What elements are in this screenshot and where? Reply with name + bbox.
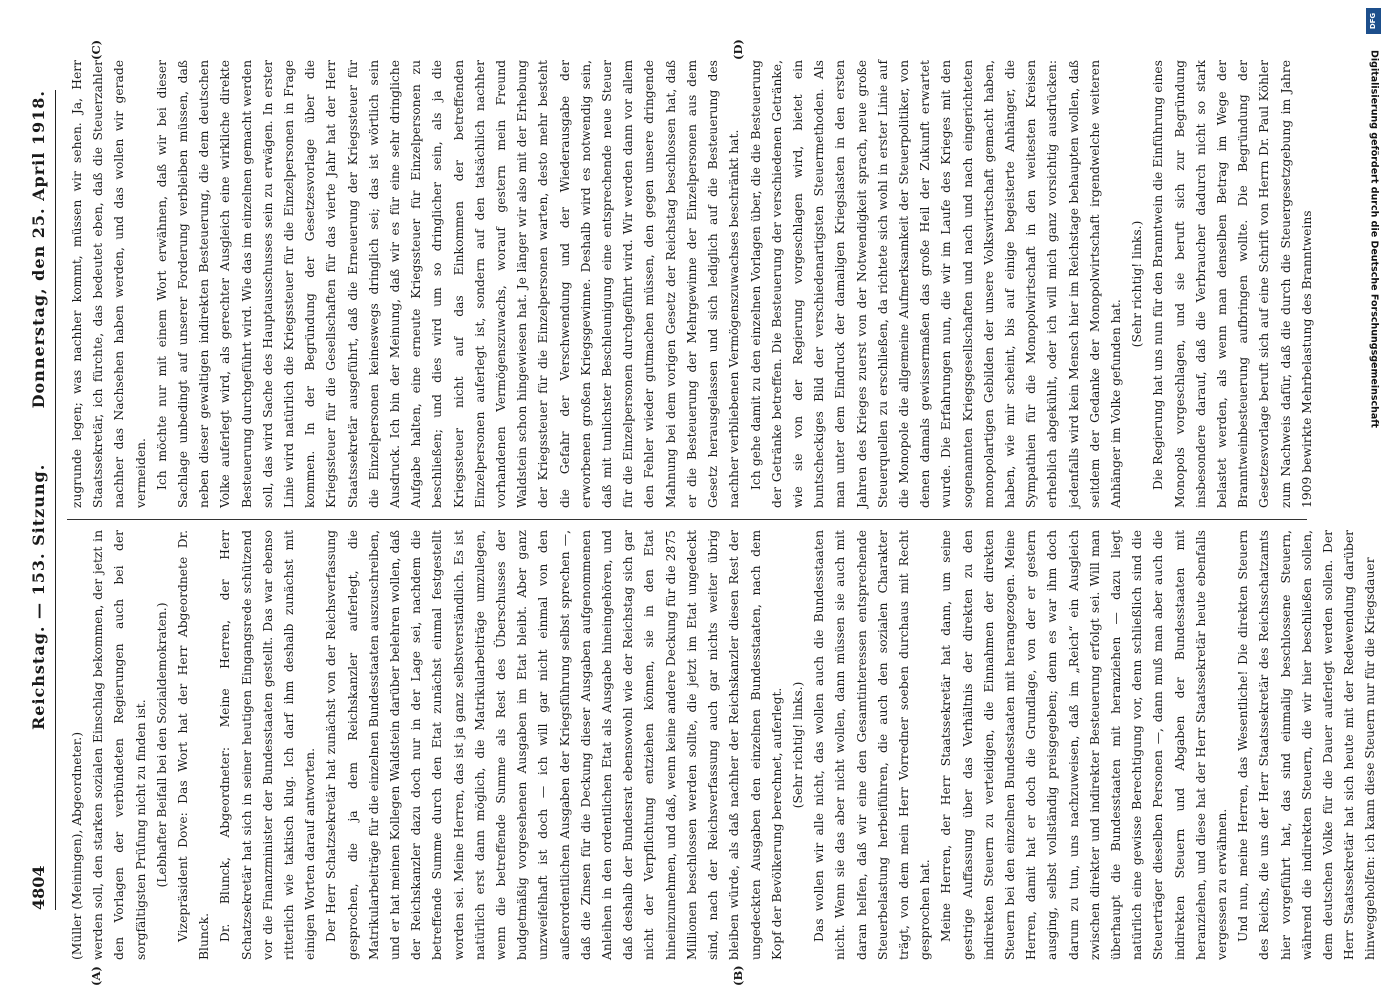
paragraph: (Sehr richtig! links.) (790, 681, 805, 809)
digitization-sidebar (1366, 6, 1382, 992)
paragraph: Und nun, meine Herren, das Wesentliche! Die direkten Steuern des Reichs, die uns der Herr Staatssekretär des Reichsschatzamts hier vorgeführt hat, das sind einmalig beschlossene Steuern, während die indirekten Steuern, die wir hier beschließen sollen, dem deutschen Volke für die Dauer auferlegt werden sollen. Der Herr Staatssekretär hat sich heute mit der Redewendung darüber hinweggeholfen: ich kann diese Steuern nur für die Kriegsdauer (1236, 530, 1378, 960)
session-title: Reichstag. — 153. Sitzung. (29, 463, 48, 730)
paragraph: Ich möchte nur mit einem Wort erwähnen, daß wir bei dieser Sachlage unbedingt auf unserer Forderung verbleiben müssen, daß neben dieser gewaltigen indirekten Besteuerung, die dem deutschen Volke auferlegt wird, als gerechter Ausgleich eine wirkliche direkte Besteuerung durchgeführt wird. Wie das im einzelnen gemacht werden soll, das wird Sache des Hauptausschusses sein zu erwägen. In erster Linie wird natürlich die Kriegssteuer für die Einzelpersonen in Frage kommen. In der Begründung der Gesetzesvorlage über die Kriegssteuer für die Gesellschaften für das vierte Jahr hat der Herr Staatssekretär ausgeführt, daß die Erneuerung der Kriegssteuer für die Einzelpersonen keineswegs dringlich sei; das ist wörtlich sein Ausdruck. Ich bin der Meinung, daß wir es für eine sehr dringliche Aufgabe halten, eine erneute Kriegssteuer für Einzelpersonen zu beschließen; und dies wird um so dringlicher sein, als ja die Kriegssteuer nicht auf das Einkommen der betreffenden Einzelpersonen auferlegt ist, sondern auf den tatsächlich nachher vorhandenen Vermögenszuwachs, worauf gestern mein Freund Waldstein schon hingewiesen hat. Je länger wir also mit der Erhebung der Kriegssteuer für die Einzelpersonen warten, desto mehr besteht die Gefahr der Verschwendung und der Wiederausgabe der erworbenen großen Kriegsgewinne. Deshalb wird es notwendig sein, daß mit tunlichster Beschleunigung eine entsprechende neue Steuer für die Einzelpersonen durchgeführt wird. Wir werden dann vor allem den Fehler wieder gutmachen müssen, den gegen unsere dringende Mahnung bei dem vorigen Gesetz der Reichstag beschlossen hat, daß er die Besteuerung der Mehrgewinne der Einzelpersonen aus dem Gesetz herausgelassen und sich lediglich auf die Besteuerung des nachher verbliebenen Vermögenszuwachses beschränkt hat. (154, 60, 742, 508)
left-column (67, 529, 1378, 960)
page-number: 4804 (29, 865, 48, 910)
paragraph: Vizepräsident Dove: Das Wort hat der Herr Abgeordnete Dr. Blunck. (176, 530, 212, 960)
paragraph: (Sehr richtig! links.) (1130, 220, 1145, 348)
margin-mark-b: (B) (731, 965, 745, 986)
paragraph: zugrunde legen; was nachher kommt, müssen wir sehen. Ja, Herr Staatssekretär, ich fürchte, das bedeutet eben, daß die Steuerzahler nachher das Nachsehen haben werden, und das wollen wir gerade vermeiden. (70, 60, 148, 508)
session-date: Donnerstag, den 25. April 1918. (29, 90, 48, 409)
paragraph: Die Regierung hat uns nun für den Branntwein die Einführung eines Monopols vorgeschlagen, und sie beruft sich zur Begründung insbesondere darauf, daß die Verbraucher dadurch nicht so stark belastet werden, als wenn man denselben Betrag im Wege der Branntweinbesteuerung aufbringen wollte. Die Begründung der Gesetzesvorlage beruft sich auf eine Schrift von Herrn Dr. Paul Köhler zum Nachweis dafür, daß die durch die Steuergesetzgebung im Jahre 1909 bewirkte Mehrbelastung des Branntweins (1151, 60, 1314, 508)
funding-notice: Digitalisierung gefördert durch die Deutsche Forschungsgemeinschaft (1368, 50, 1380, 428)
paragraph: (Lebhafter Beifall bei den Sozialdemokraten.) (154, 602, 169, 888)
dfg-logo: DFG (1366, 8, 1381, 34)
column-divider (67, 519, 1307, 520)
paragraph: Meine Herren, der Herr Staatssekretär hat dann, um seine gestrige Auffassung über das Verhältnis der direkten zu den indirekten Steuern zu verteidigen, die Einnahmen der direkten Steuern bei den einzelnen Bundesstaaten mit herangezogen. Meine Herren, damit hat er doch die Grundlage, von der er gestern ausging, selbst vollständig preisgegeben; denn es war ihm doch darum zu tun, uns nachzuweisen, daß im „Reich“ ein Ausgleich zwischen direkter und indirekter Besteuerung erfolgt sei. Will man überhaupt die Bundesstaaten mit heranziehen — dazu liegt natürlich eine gewisse Berechtigung vor, denn schließlich sind die Steuerträger dieselben Personen —, dann muß man aber auch die indirekten Steuern und Abgaben der Bundesstaaten mit heranziehen, und diese hat der Herr Staatssekretär heute ebenfalls vergessen zu erwähnen. (939, 530, 1229, 960)
paragraph: werden soll, den starken sozialen Einschlag bekommen, der jetzt in den Vorlagen der verbündeten Regierungen auch bei der sorgfältigsten Prüfung nicht zu finden ist. (91, 530, 148, 960)
paragraph: (Müller (Meiningen), Abgeordneter.) (70, 732, 84, 960)
paragraph: Ich gehe damit zu den einzelnen Vorlagen über, die die Besteuerung der Getränke betreffen. Die Besteuerung der verschiedenen Getränke, wie sie von der Regierung vorgeschlagen wird, bietet ein buntscheckiges Bild der verschiedenartigsten Steuermethoden. Als man unter dem Eindruck der damaligen Kriegslasten in den ersten Jahren des Krieges zuerst von der Notwendigkeit sprach, neue große Steuerquellen zu erschließen, da richtete sich wohl in erster Linie auf die Monopole die allgemeine Aufmerksamkeit der Steuerpolitiker, von denen damals gewissermaßen das große Heil der Zukunft erwartet wurde. Die Erfahrungen nun, die wir im Laufe des Krieges mit den sogenannten Kriegsgesellschaften und nach und nach eingerichteten monopolartigen Gebilden der unsere Volkswirtschaft gemacht haben, haben, wie mir scheint, bis auf einige begeisterte Anhänger, die Sympathien für die Monopolwirtschaft in den weitesten Kreisen erheblich abgekühlt, oder ich will mich ganz vorsichtig ausdrücken: jedenfalls wird kein Mensch hier im Reichstage behaupten wollen, daß seitdem der Gedanke der Monopolwirtschaft irgendwelche weiteren Anhänger im Volke gefunden hat. (748, 60, 1123, 508)
page-header (25, 90, 56, 910)
paragraph: Das wollen wir alle nicht, das wollen auch die Bundesstaaten nicht. Wenn sie das aber nicht wollen, dann müssen sie auch mit daran helfen, daß wir eine den Gesamtinteressen entsprechende Steuerbelastung herbeiführen, die auch den sozialen Charakter trägt, von dem mein Herr Vorredner soeben durchaus mit Recht gesprochen hat. (812, 530, 933, 960)
margin-mark-d: (D) (731, 39, 745, 60)
paragraph: Dr. Blunck, Abgeordneter: Meine Herren, der Herr Schatzsekretär hat sich in seiner heutigen Eingangsrede schützend vor die Finanzminister der Bundesstaaten gestellt. Das war ebenso ritterlich wie taktisch klug. Ich darf ihm deshalb zunächst mit einigen Worten darauf antworten. (218, 530, 318, 960)
paragraph: Der Herr Schatzsekretär hat zunächst von der Reichsverfassung gesprochen, die ja dem Reichskanzler auferlegt, die Matrikularbeiträge für die einzelnen Bundesstaaten auszuschreiben, und er hat meinen Kollegen Waldstein darüber belehren wollen, daß der Reichskanzler dazu doch nur in der Lage sei, nachdem die betreffende Summe durch den Etat zunächst einmal festgestellt worden sei. Meine Herren, das ist ja ganz selbstverständlich. Es ist natürlich erst dann möglich, die Matrikularbeiträge umzulegen, wenn die betreffende Summe als Rest des Überschusses der budgetmäßig vorgesehenen Ausgaben im Etat bleibt. Aber ganz unzweifelhaft ist doch — ich will gar nicht einmal von den außerordentlichen Ausgaben der Kriegsführung selbst sprechen —, daß die Zinsen für die Deckung dieser Ausgaben aufgenommenen Anleihen in den ordentlichen Etat als Ausgabe hineingehören, und daß deshalb der Bundesrat ebensowohl wie der Reichstag sich gar nicht der Verpflichtung entziehen können, sie in den Etat hineinzunehmen, und daß, wenn keine andere Deckung für die 2875 Millionen beschlossen werden sollte, die jetzt im Etat ungedeckt sind, nach der Reichsverfassung auch gar nichts weiter übrig bleiben würde, als daß nachher der Reichskanzler diesen Rest der ungedeckten Ausgaben den einzelnen Bundesstaaten, nach dem Kopf der Bevölkerung berechnet, auferlegt. (324, 529, 784, 960)
right-column (67, 60, 1314, 508)
margin-mark-a: (A) (89, 966, 103, 986)
margin-mark-c: (C) (89, 39, 103, 60)
